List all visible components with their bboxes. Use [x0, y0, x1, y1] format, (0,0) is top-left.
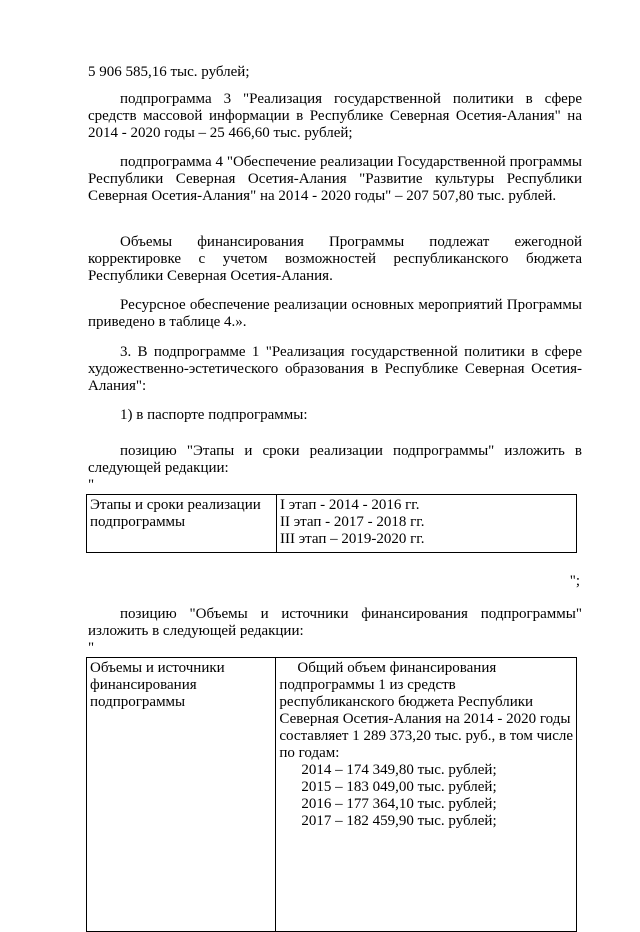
stages-label-cell: Этапы и сроки реализации подпрограммы	[87, 495, 277, 553]
funding-text-line: составляет 1 289 373,20 тыс. руб., в том числе	[279, 728, 573, 744]
stage-item: II этап - 2017 - 2018 гг.	[280, 514, 425, 530]
paragraph-continuation: 5 906 585,16 тыс. рублей;	[88, 64, 250, 80]
paragraph-stages-position: позицию "Этапы и сроки реализации подпрограммы" изложить в следующей редакции:	[88, 443, 582, 476]
paragraph-resource-support: Ресурсное обеспечение реализации основных мероприятий Программы приведено в таблице 4.».	[88, 297, 582, 330]
funding-text-line: Общий объем финансирования	[297, 660, 497, 676]
funding-text-line: по годам:	[279, 745, 340, 761]
funding-text-line: Северная Осетия-Алания на 2014 - 2020 годы	[279, 711, 571, 727]
funding-label-line: финансирования	[90, 677, 197, 693]
funding-year-line: 2016 – 177 364,10 тыс. рублей;	[301, 796, 497, 812]
funding-label-line: Объемы и источники	[90, 660, 225, 676]
funding-year-line: 2015 – 183 049,00 тыс. рублей;	[301, 779, 497, 795]
funding-label-line: подпрограммы	[90, 694, 186, 710]
funding-text-line: подпрограммы 1 из средств	[279, 677, 456, 693]
funding-label-cell	[87, 658, 276, 932]
paragraph-funding-position: позицию "Объемы и источники финансирования подпрограммы" изложить в следующей редакции:	[88, 606, 582, 639]
paragraph-subprogram-4: подпрограмма 4 "Обеспечение реализации Государственной программы Республики Северная Осетия-Алания "Развитие культуры Республики Северная Осетия-Алания" на 2014 - 2020 годы" – 207 507,80 тыс. рублей.	[88, 154, 582, 204]
paragraph-subprogram-3: подпрограмма 3 "Реализация государственной политики в сфере средств массовой информации в Республике Северная Осетия-Алания" на 2014 - 2020 годы – 25 466,60 тыс. рублей;	[88, 91, 582, 141]
stages-values-cell	[277, 495, 577, 553]
paragraph-subprogram-1-heading: 3. В подпрограмме 1 "Реализация государственной политики в сфере художественно-эстетического образования в Республике Северная Осетия-Алания":	[88, 344, 582, 394]
opening-quote: "	[88, 477, 95, 493]
paragraph-funding-adjustment: Объемы финансирования Программы подлежат ежегодной корректировке с учетом возможностей республиканского бюджета Республики Северная Осетия-Алания.	[88, 234, 582, 284]
paragraph-passport: 1) в паспорте подпрограммы:	[120, 407, 308, 423]
table-row	[87, 658, 577, 932]
stage-item: I этап - 2014 - 2016 гг.	[280, 497, 420, 513]
stage-item: III этап – 2019-2020 гг.	[280, 531, 425, 547]
funding-values-cell	[276, 658, 577, 932]
opening-quote: "	[88, 640, 95, 656]
funding-year-line: 2014 – 174 349,80 тыс. рублей;	[301, 762, 497, 778]
funding-text-line: республиканского бюджета Республики	[279, 694, 534, 710]
closing-quote: ";	[569, 573, 580, 589]
funding-table	[86, 657, 577, 932]
funding-year-line: 2017 – 182 459,90 тыс. рублей;	[301, 813, 497, 829]
stages-table	[86, 494, 577, 553]
table-row	[87, 495, 577, 553]
